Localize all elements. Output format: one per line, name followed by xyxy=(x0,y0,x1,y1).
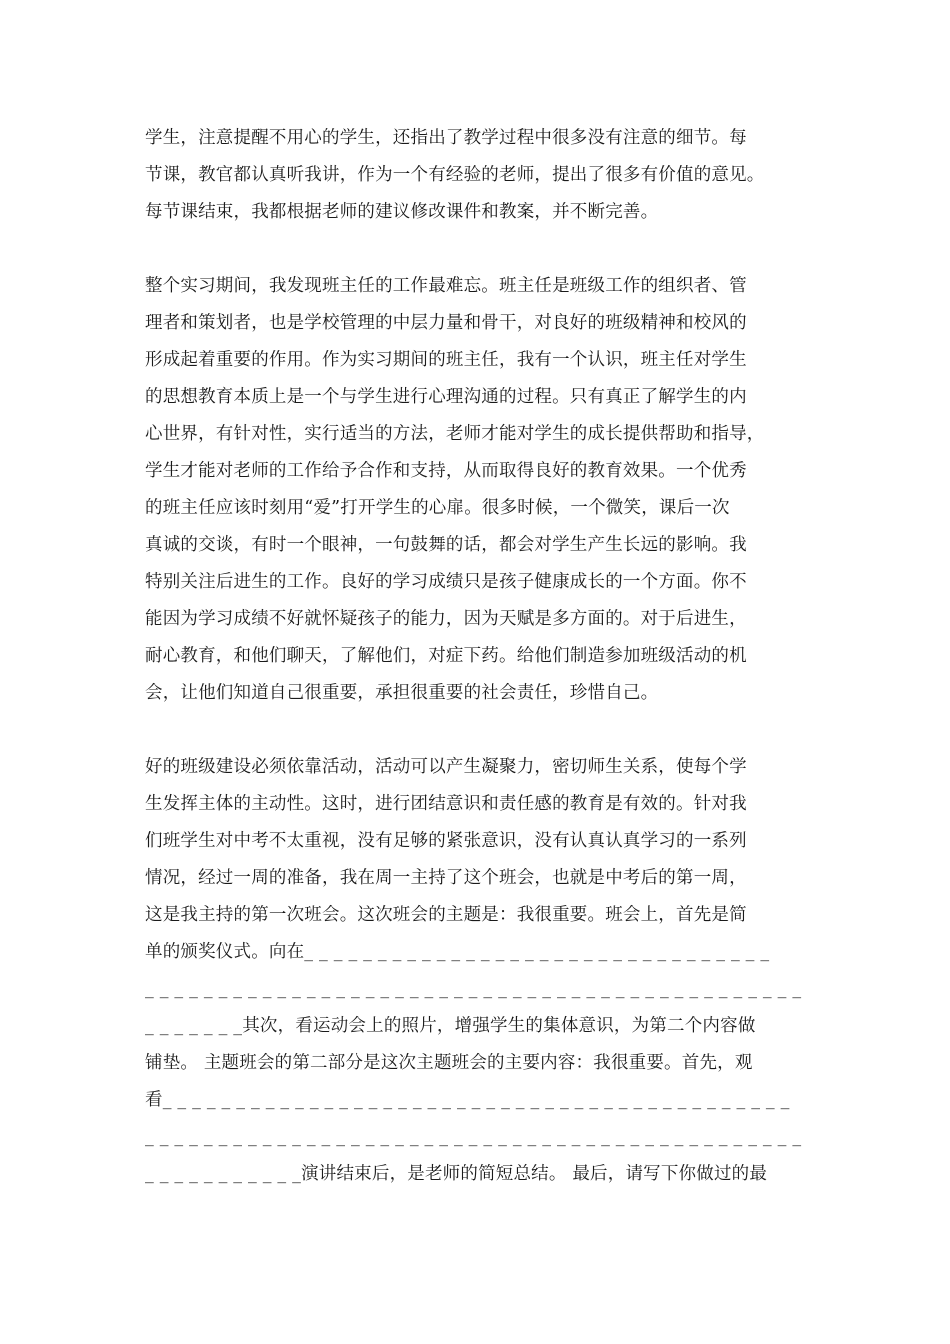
text-line: 学生才能对老师的工作给予合作和支持，从而取得良好的教育效果。一个优秀 xyxy=(145,461,747,481)
text-line: 耐心教育，和他们聊天，了解他们，对症下药。给他们制造参加班级活动的机 xyxy=(145,646,747,666)
text-line: 能因为学习成绩不好就怀疑孩子的能力，因为天赋是多方面的。对于后进生， xyxy=(145,609,747,629)
text-line: 生发挥主体的主动性。这时，进行团结意识和责任感的教育是有效的。针对我 xyxy=(145,794,747,814)
text-line: _ _ _ _ _ _ _ _ _ _ _ _ _ _ _ _ _ _ _ _ _ _ _ _ _ _ _ _ _ _ _ _ _ _ _ _ _ _ _ _ _ _ _ _ _ xyxy=(145,979,802,999)
text-line: 真诚的交谈，有时一个眼神，一句鼓舞的话，都会对学生产生长远的影响。我 xyxy=(145,535,747,555)
text-line: 心世界，有针对性，实行适当的方法，老师才能对学生的成长提供帮助和指导， xyxy=(145,424,765,444)
text-line: 单的颁奖仪式。向在_ _ _ _ _ _ _ _ _ _ _ _ _ _ _ _ _ _ _ _ _ _ _ _ _ _ _ _ _ _ _ _ xyxy=(145,942,770,962)
text-line: 们班学生对中考不太重视，没有足够的紧张意识，没有认真认真学习的一系列 xyxy=(145,831,747,851)
text-line: 会，让他们知道自己很重要，承担很重要的社会责任，珍惜自己。 xyxy=(145,683,659,703)
text-line: 看_ _ _ _ _ _ _ _ _ _ _ _ _ _ _ _ _ _ _ _ _ _ _ _ _ _ _ _ _ _ _ _ _ _ _ _ _ _ _ _ _ _ _ xyxy=(145,1090,790,1110)
text-line: _ _ _ _ _ _ _ _ _ _ _演讲结束后，是老师的简短总结。 最后，请写下你做过的最 xyxy=(145,1164,768,1184)
text-line: 的思想教育本质上是一个与学生进行心理沟通的过程。只有真正了解学生的内 xyxy=(145,387,747,407)
text-line: 形成起着重要的作用。作为实习期间的班主任，我有一个认识，班主任对学生 xyxy=(145,350,747,370)
text-line: 情况，经过一周的准备，我在周一主持了这个班会，也就是中考后的第一周， xyxy=(145,868,747,888)
text-line: 理者和策划者，也是学校管理的中层力量和骨干，对良好的班级精神和校风的 xyxy=(145,313,747,333)
text-line: 好的班级建设必须依靠活动，活动可以产生凝聚力，密切师生关系，使每个学 xyxy=(145,757,747,777)
text-line: 这是我主持的第一次班会。这次班会的主题是：我很重要。班会上，首先是简 xyxy=(145,905,747,925)
text-line: 学生，注意提醒不用心的学生，还指出了教学过程中很多没有注意的细节。每 xyxy=(145,128,747,148)
text-line: 的班主任应该时刻用“爱”打开学生的心扉。很多时候，一个微笑，课后一次 xyxy=(145,498,730,518)
text-line: _ _ _ _ _ _ _其次，看运动会上的照片，增强学生的集体意识，为第二个内容做 xyxy=(145,1016,756,1036)
text-line: 每节课结束，我都根据老师的建议修改课件和教案，并不断完善。 xyxy=(145,202,659,222)
text-line: 整个实习期间，我发现班主任的工作最难忘。班主任是班级工作的组织者、管 xyxy=(145,276,747,296)
text-line: _ _ _ _ _ _ _ _ _ _ _ _ _ _ _ _ _ _ _ _ _ _ _ _ _ _ _ _ _ _ _ _ _ _ _ _ _ _ _ _ _ _ _ _ _ xyxy=(145,1127,802,1147)
text-line: 特别关注后进生的工作。良好的学习成绩只是孩子健康成长的一个方面。你不 xyxy=(145,572,747,592)
text-line: 铺垫。 主题班会的第二部分是这次主题班会的主要内容：我很重要。首先，观 xyxy=(145,1053,753,1073)
text-line: 节课，教官都认真听我讲，作为一个有经验的老师，提出了很多有价值的意见。 xyxy=(145,165,765,185)
